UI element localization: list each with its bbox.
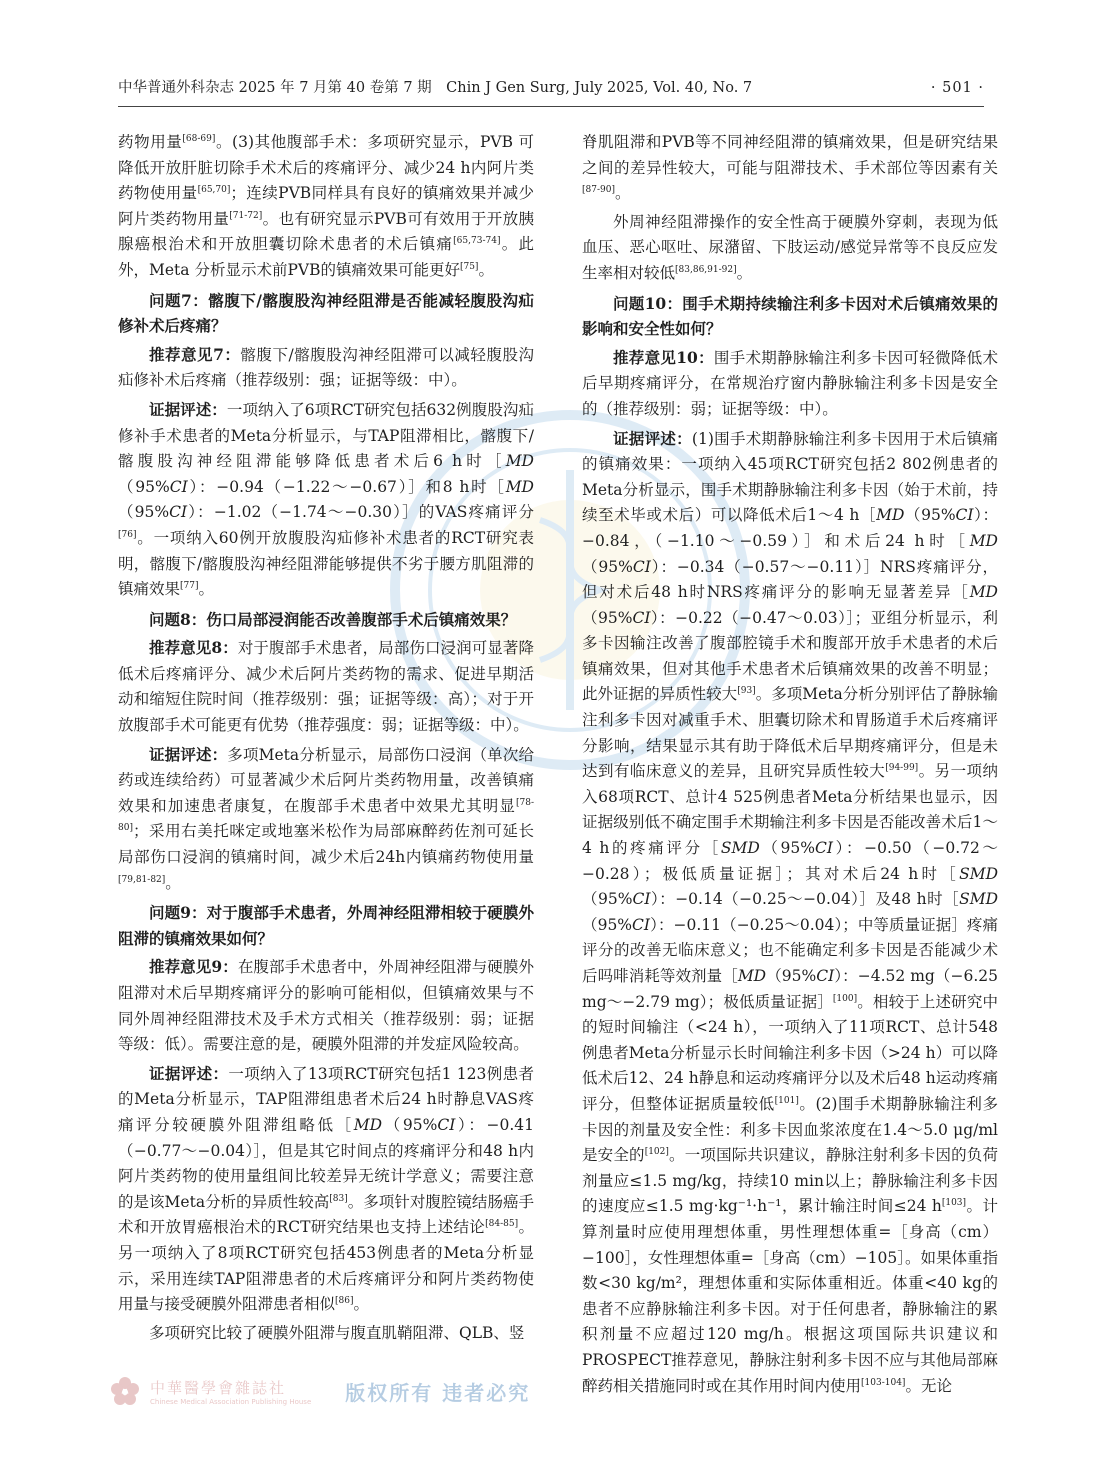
publisher-name-cn: 中華醫學會雜誌社: [150, 1378, 287, 1397]
citation: [101]: [774, 1095, 799, 1106]
evidence-9: 证据评述：一项纳入了13项RCT研究包括1 123例患者的Meta分析显示，TAP阻滞组患者术后24 h时静息VAS疼痛评分较硬膜外阻滞组略低［MD（95%CI）：−0.41（−0.77～−0.04）］，但是其它时间点的疼痛评分和48 h内阿片类药物的使用量组间比较差异无统计学意义；需要注意的是该Meta分析的异质性较高[83]。多项针对腹腔镜结肠癌手术和开放胃癌根治术的RCT研究结果也支持上述结论[84-85]。另一项纳入了8项RCT研究包括453例患者的Meta分析显示，采用连续TAP阻滞患者的术后疼痛评分和阿片类药物使用量与接受硬膜外阻滞患者相似[86]。: [118, 1063, 534, 1314]
question-8-heading: 问题8：伤口局部浸润能否改善腹部手术后镇痛效果？: [149, 609, 517, 629]
page-number: · 501 ·: [930, 80, 984, 96]
question-7-heading: 问题7：髂腹下/髂腹股沟神经阻滞是否能减轻腹股沟疝修补术后疼痛？: [118, 290, 534, 336]
left-column: [118, 130, 534, 1346]
paragraph-safety: 外周神经阻滞操作的安全性高于硬膜外穿刺，表现为低血压、恶心呕吐、尿潴留、下肢运动/感觉异常等不良反应发生率相对较低[83,86,91-92]。: [582, 212, 998, 282]
citation: [94-99]: [885, 763, 919, 774]
citation: [79,81-82]: [118, 874, 166, 885]
citation: [84-85]: [485, 1219, 519, 1230]
citation: [83]: [329, 1193, 348, 1204]
right-column: [582, 130, 998, 1399]
recommendation-8: 推荐意见8：对于腹部手术患者，局部伤口浸润可显著降低术后疼痛评分、减少术后阿片类药物的需求、促进早期活动和缩短住院时间（推荐级别：强；证据等级：高）；对于开放腹部手术可能更有优势（推荐强度：弱；证据等级：中）。: [118, 638, 534, 735]
citation: [83,86,91-92]: [675, 264, 737, 275]
evidence-10: 证据评述：(1)围手术期静脉输注利多卡因用于术后镇痛的镇痛效果：一项纳入45项RCT研究包括2 802例患者的Meta分析显示，围手术期静脉输注利多卡因（始于术前，持续至术毕或术后）可以降低术后1～4 h［MD（95%CI）：−0.84，（−1.10～−0.59）］和术后24 h时［MD（95%CI）：−0.34（−0.57～−0.11）］NRS疼痛评分，但对术后48 h时NRS疼痛评分的影响无显著差异［MD（95%CI）：−0.22（−0.47～0.03）］；亚组分析显示，利多卡因输注改善了腹部腔镜手术和腹部开放手术患者的术后镇痛效果，但对其他手术患者术后镇痛效果的改善不明显；此外证据的异质性较大[93]。多项Meta分析分别评估了静脉输注利多卡因对减重手术、胆囊切除术和胃肠道手术后疼痛评分影响，结果显示其有助于降低术后早期疼痛评分，但是未达到有临床意义的差异，且研究异质性较大[94-99]。另一项纳入68项RCT、总计4 525例患者Meta分析结果也显示，因证据级别低不确定围手术期输注利多卡因是否能改善术后1～4 h的疼痛评分［SMD（95%CI）：−0.50（−0.72～−0.28）；极低质量证据］；其对术后24 h时［SMD（95%CI）：−0.14（−0.25～−0.04）］及48 h时［SMD（95%CI）：−0.11（−0.25～0.04）；中等质量证据］疼痛评分的改善无临床意义；也不能确定利多卡因是否能减少术后吗啡消耗等效剂量［MD（95%CI）：−4.52 mg（−6.25 mg～−2.79 mg）；极低质量证据］[100]。相较于上述研究中的短时间输注（<24 h），一项纳入了11项RCT、总计548例患者Meta分析显示长时间输注利多卡因（>24 h）可以降低术后12、24 h静息和运动疼痛评分以及术后48 h运动疼痛评分，但整体证据质量较低[101]。(2)围手术期静脉输注利多卡因的剂量及安全性：利多卡因血浆浓度在1.4～5.0 μg/ml是安全的[102]。一项国际共识建议，静脉注射利多卡因的负荷剂量应≤1.5 mg/kg，持续10 min以上；静脉输注利多卡因的速度应≤1.5 mg·kg⁻¹·h⁻¹，累计输注时间≤24 h[103]。计算剂量时应使用理想体重，男性理想体重=［身高（cm）−100］，女性理想体重=［身高（cm）−105］。如果体重指数<30 kg/m²，理想体重和实际体重相近。体重<40 kg的患者不应静脉输注利多卡因。对于任何患者，静脉输注的累积剂量不应超过120 mg/h。根据这项国际共识建议和PROSPECT推荐意见，静脉注射利多卡因不应与其他局部麻醉药相关措施同时或在其作用时间内使用[103-104]。无论: [582, 428, 999, 1395]
recommendation-9: 推荐意见9：在腹部手术患者中，外周神经阻滞与硬膜外阻滞对术后早期疼痛评分的影响可能相似，但镇痛效果与不同外周神经阻滞技术及手术方式相关（推荐级别：弱；证据等级：低）。需要注意的是，硬膜外阻滞的并发症风险较高。: [118, 957, 534, 1054]
citation: [76]: [118, 529, 137, 540]
evidence-7: 证据评述：一项纳入了6项RCT研究包括632例腹股沟疝修补手术患者的Meta分析显示，与TAP阻滞相比，髂腹下/髂腹股沟神经阻滞能够降低患者术后6 h时［MD（95%CI）：−0.94（−1.22～−0.67）］和8 h时［MD（95%CI）：−1.02（−1.74～−0.30）］的VAS疼痛评分[76]。一项纳入60例开放腹股沟疝修补术患者的RCT研究表明，髂腹下/髂腹股沟神经阻滞能够提供不劣于腰方肌阻滞的镇痛效果[77]。: [118, 399, 535, 599]
citation: [68-69]: [182, 133, 216, 144]
question-10-heading: 问题10：围手术期持续输注利多卡因对术后镇痛效果的影响和安全性如何？: [582, 293, 998, 339]
citation: [103-104]: [861, 1377, 906, 1388]
paragraph-epidural-comparison: 多项研究比较了硬膜外阻滞与腹直肌鞘阻滞、QLB、竖: [149, 1323, 525, 1342]
header-divider: [118, 106, 984, 107]
citation: [86]: [335, 1295, 354, 1306]
citation: [77]: [180, 580, 199, 591]
citation: [75]: [459, 261, 479, 272]
citation: [102]: [644, 1147, 669, 1157]
plum-blossom-icon: [110, 1376, 140, 1406]
citation: [71-72]: [229, 210, 263, 221]
journal-citation: 中华普通外科杂志 2025 年 7 月第 40 卷第 7 期 Chin J Gen Surg, July 2025, Vol. 40, No. 7: [118, 80, 753, 96]
recommendation-7: 推荐意见7：髂腹下/髂腹股沟神经阻滞可以减轻腹股沟疝修补术后疼痛（推荐级别：强；证据等级：中）。: [118, 344, 534, 390]
citation: [87-90]: [582, 185, 615, 196]
publisher-logo: [110, 1376, 530, 1406]
citation: [65,70]: [197, 185, 231, 196]
recommendation-10: 推荐意见10：围手术期静脉输注利多卡因可轻微降低术后早期疼痛评分，在常规治疗窗内静脉输注利多卡因是安全的（推荐级别：弱；证据等级：中）。: [582, 347, 998, 418]
publisher-name-en: Chinese Medical Association Publishing House: [150, 1397, 312, 1406]
citation: [100]: [832, 993, 858, 1004]
question-9-heading: 问题9：对于腹部手术患者，外周神经阻滞相较于硬膜外阻滞的镇痛效果如何？: [118, 903, 534, 948]
citation: [65,73-74]: [453, 236, 501, 247]
citation: [93]: [737, 686, 756, 697]
running-header: [118, 76, 984, 97]
citation: [78-80]: [118, 797, 534, 834]
evidence-8: 证据评述：多项Meta分析显示，局部伤口浸润（单次给药或连续给药）可显著减少术后阿片类药物用量，改善镇痛效果和加速患者康复，在腹部手术患者中效果尤其明显[78-80]；采用右美托咪定或地塞米松作为局部麻醉药佐剂可延长局部伤口浸润的镇痛时间，减少术后24h内镇痛药物使用量[79,81-82]。: [118, 744, 534, 892]
citation: [103]: [941, 1198, 967, 1209]
paragraph-nerve-block-comparison: 脊肌阻滞和PVB等不同神经阻滞的镇痛效果，但是研究结果之间的差异性较大，可能与阻滞技术、手术部位等因素有关[87-90]。: [582, 133, 998, 203]
paragraph-pvb-other-surgery: 药物用量[68-69]。(3)其他腹部手术：多项研究显示，PVB 可降低开放肝脏切除手术术后的疼痛评分、减少24 h内阿片类药物使用量[65,70]；连续PVB同样具有良好的镇痛效果并减少阿片类药物用量[71-72]。也有研究显示PVB可有效用于开放胰腺癌根治术和开放胆囊切除术患者的术后镇痛[65,73-74]。此外，Meta 分析显示术前PVB的镇痛效果可能更好[75]。: [118, 133, 534, 279]
copyright-stamp: 版权所有 违者必究: [345, 1380, 531, 1405]
